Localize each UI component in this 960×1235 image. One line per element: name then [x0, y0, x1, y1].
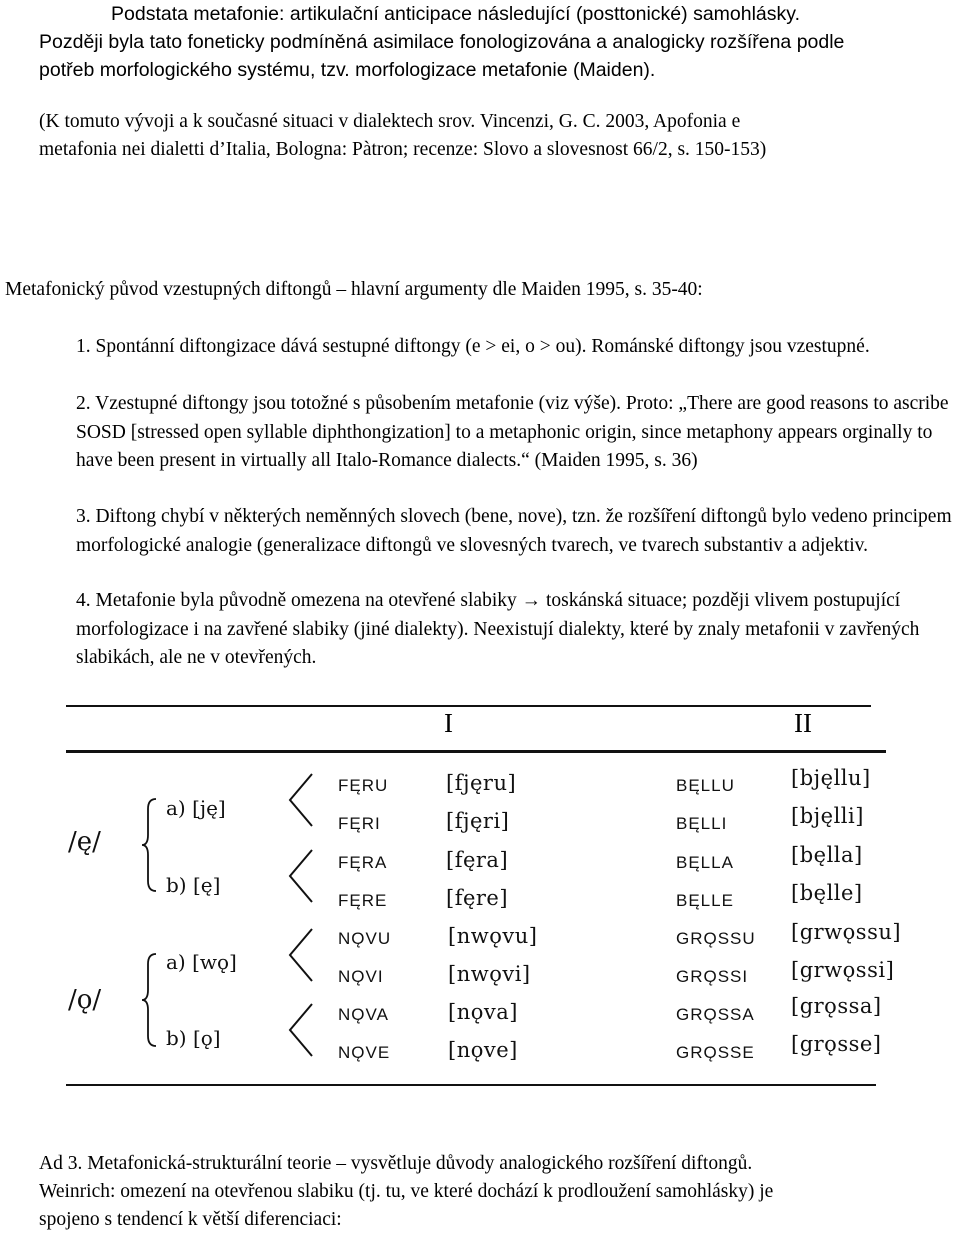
transcription: [grǫsse]	[791, 1032, 882, 1056]
closing-line-3: spojeno s tendencí k větší diferenciaci:	[39, 1209, 342, 1230]
phoneme-o-open: /ǫ/	[68, 985, 102, 1015]
latin-word: GRǪSSI	[676, 967, 749, 986]
argument-2: 2. Vzestupné diftongy jsou totožné s působením metafonie (viz výše). Proto: „There are good reasons to ascribe SOSD [stressed open syllable diphthongization] to a metaphonic origin, since metaphony appears orginally to have been present in virtually all Italo-Romance dialects.“ (Maiden 1995, s. 36)	[76, 393, 949, 471]
column-header-2: II	[794, 708, 812, 738]
latin-word: FĘRA	[338, 853, 388, 872]
reference-line-2: metafonia nei dialetti d’Italia, Bologna: Pàtron; recenze: Slovo a slovesnost 66/2, s. 150-153)	[39, 139, 767, 160]
latin-word: NǪVE	[338, 1043, 391, 1062]
latin-word: BĘLLU	[676, 776, 735, 795]
transcription: [bęlle]	[791, 881, 863, 905]
closing-line-2: Weinrich: omezení na otevřenou slabiku (tj. tu, ve které dochází k prodloužení samohlásky) je	[39, 1181, 774, 1202]
latin-word: NǪVA	[338, 1005, 389, 1024]
intro-line-3: potřeb morfologického systému, tzv. morfologizace metafonie (Maiden).	[39, 59, 656, 81]
transcription: [fęra]	[446, 848, 509, 872]
transcription: [nwǫvu]	[448, 924, 538, 948]
phoneme-e-open: /ę/	[68, 827, 101, 857]
argument-1: 1. Spontánní diftongizace dává sestupné diftongy (e > ei, o > ou). Románské diftongy jsou vzestupné.	[76, 336, 870, 357]
reference-line-1: (K tomuto vývoji a k současné situaci v dialektech srov. Vincenzi, G. C. 2003, Apofonia e	[39, 111, 741, 132]
derivation-angle-icon	[286, 846, 316, 906]
transcription: [nǫva]	[448, 1000, 518, 1024]
latin-word: BĘLLE	[676, 891, 734, 910]
intro-line-1: Podstata metafonie: artikulační anticipace následující (posttonické) samohlásky.	[111, 3, 800, 25]
latin-word: BĘLLI	[676, 814, 728, 833]
branch-label: b) [ę]	[166, 873, 221, 897]
latin-word: GRǪSSU	[676, 929, 756, 948]
curly-brace-icon	[140, 950, 160, 1050]
transcription: [fjęru]	[446, 771, 517, 795]
transcription: [nwǫvi]	[448, 962, 531, 986]
derivation-angle-icon	[286, 770, 316, 830]
transcription: [grwǫssu]	[791, 920, 902, 944]
transcription: [bęlla]	[791, 843, 863, 867]
latin-word: NǪVI	[338, 967, 384, 986]
transcription: [bjęllu]	[791, 766, 871, 790]
transcription: [fjęri]	[446, 809, 510, 833]
latin-word: GRǪSSA	[676, 1005, 755, 1024]
latin-word: FĘRI	[338, 814, 381, 833]
transcription: [grwǫssi]	[791, 958, 895, 982]
intro-line-2: Později byla tato foneticky podmíněná asimilace fonologizována a analogicky rozšířena podle	[39, 31, 845, 53]
figure-bottom-rule	[66, 1084, 876, 1086]
argument-3: 3. Diftong chybí v některých neměnných slovech (bene, nove), tzn. že rozšíření diftongů bylo vedeno principem morfologické analogie (generalizace diftongů ve slovesných tvarech, ve tvarech substantiv a adjektiv.	[76, 506, 952, 556]
latin-word: BĘLLA	[676, 853, 734, 872]
latin-word: NǪVU	[338, 929, 392, 948]
section-heading: Metafonický původ vzestupných diftongů – hlavní argumenty dle Maiden 1995, s. 35-40:	[5, 279, 703, 300]
metaphony-figure	[66, 700, 926, 1092]
column-header-1: I	[444, 708, 453, 738]
figure-top-rule	[66, 705, 871, 707]
derivation-angle-icon	[286, 1000, 316, 1060]
latin-word: GRǪSSE	[676, 1043, 755, 1062]
derivation-angle-icon	[286, 925, 316, 985]
branch-label: b) [ǫ]	[166, 1026, 221, 1050]
latin-word: FĘRE	[338, 891, 388, 910]
argument-4: 4. Metafonie byla původně omezena na otevřené slabiky → toskánská situace; později vlivem postupující morfologizace i na zavřené slabiky (jiné dialekty). Neexistují dialekty, které by znaly metafonii v zavřených slabikách, ale ne v otevřených.	[76, 590, 920, 668]
branch-label: a) [wǫ]	[166, 950, 237, 974]
transcription: [fęre]	[446, 886, 509, 910]
closing-line-1: Ad 3. Metafonická-strukturální teorie – vysvětluje důvody analogického rozšíření diftongů.	[39, 1153, 753, 1174]
latin-word: FĘRU	[338, 776, 389, 795]
branch-label: a) [ję]	[166, 796, 226, 820]
transcription: [nǫve]	[448, 1038, 518, 1062]
figure-header-rule	[66, 750, 886, 753]
curly-brace-icon	[140, 795, 160, 895]
transcription: [grǫssa]	[791, 994, 882, 1018]
transcription: [bjęlli]	[791, 804, 864, 828]
